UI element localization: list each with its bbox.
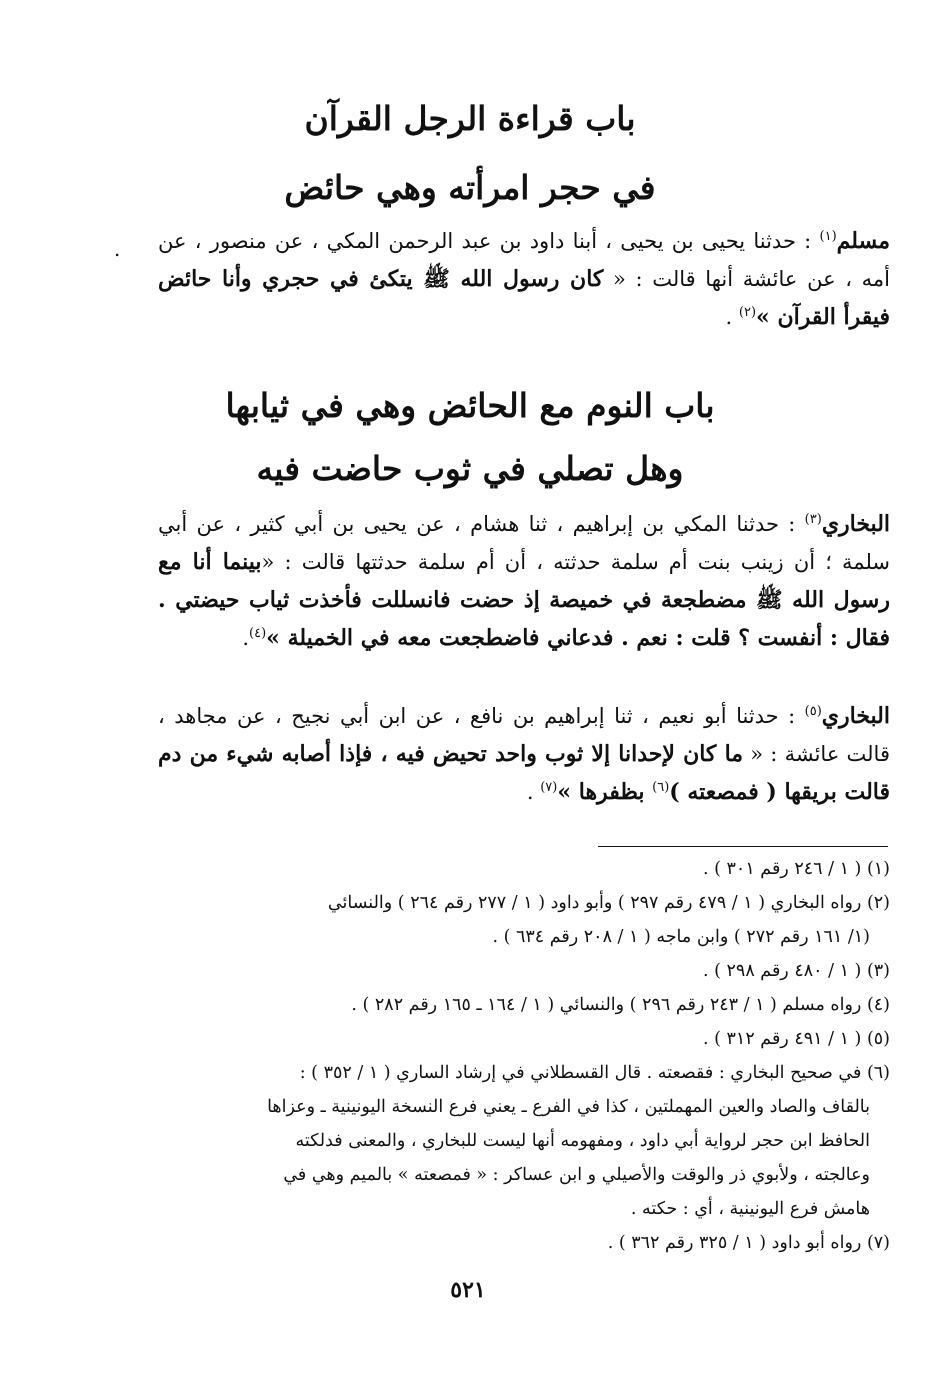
footnote-text: وعالجته ، ولأبوي ذر والوقت والأصيلي و ابن عساكر : « فمصعته » بالميم وهي في [283, 1165, 870, 1185]
hadith-paragraph-3 [158, 697, 890, 811]
isnad-text: : حدثنا أبو نعيم ، ثنا إبراهيم بن نافع ، عن ابن أبي نجيح ، عن مجاهد ، قالت عائشة : « [158, 704, 890, 766]
quote-close: » [266, 625, 288, 651]
source-name: البخاري [821, 511, 891, 537]
footnote-3 [158, 954, 890, 988]
footnote-text: الحافظ ابن حجر لرواية أبي داود ، ومفهومه أنها ليست للبخاري ، والمعنى فدلكته [295, 1131, 870, 1151]
footnote-number: (٢) [866, 893, 890, 913]
footnote-text: رواه أبو داود ( ١ / ٣٢٥ رقم ٣٦٢ ) . [607, 1233, 862, 1253]
hadith-quote: كان رسول الله ﷺ يتكئ في حجري وأنا حائض فيقرأ القرآن [158, 266, 890, 330]
footnote-text: ( ١ / ٤٨٠ رقم ٢٩٨ ) . [703, 961, 862, 981]
footnote-ref: (٢) [738, 305, 757, 320]
footnote-ref: (٣) [804, 512, 822, 527]
footnote-7 [158, 1226, 890, 1260]
footnote-number: (٤) [866, 995, 890, 1015]
footnote-text: رواه البخاري ( ١ / ٤٧٩ رقم ٢٩٧ ) وأبو داود ( ١ / ٢٧٧ رقم ٢٦٤ ) والنسائي [327, 893, 862, 913]
chapter-heading-1-line2: في حجر امرأته وهي حائض [284, 168, 656, 207]
quote-close: » [557, 779, 579, 805]
source-name: البخاري [821, 703, 890, 729]
footnote-ref: (٧) [540, 780, 558, 795]
source-name: مسلم [836, 228, 890, 254]
footnote-text: رواه مسلم ( ١ / ٢٤٣ رقم ٢٩٦ ) والنسائي ( ١ / ١٦٤ ـ ١٦٥ رقم ٢٨٢ ) . [351, 995, 862, 1015]
hadith-paragraph-1 [158, 222, 890, 336]
footnote-number: (٦) [866, 1063, 890, 1083]
footnote-number: (٥) [866, 1029, 890, 1049]
chapter-heading-2-line1: باب النوم مع الحائض وهي في ثيابها [225, 386, 715, 425]
footnote-text: (١/ ١٦١ رقم ٢٧٢ ) وابن ماجه ( ١ / ٢٠٨ رقم ٦٣٤ ) . [492, 927, 870, 947]
footnote-ref: (٦) [652, 780, 670, 795]
sentence-end: . [242, 626, 250, 650]
footnote-4 [158, 988, 890, 1022]
footnote-2 [158, 886, 890, 954]
footnote-number: (٧) [866, 1233, 890, 1253]
isnad-text: : حدثنا المكي بن إبراهيم ، ثنا هشام ، عن يحيى بن أبي كثير ، عن أبي سلمة ؛ أن زينب بنت أم سلمة حدثته ، أن أم سلمة حدثتها قالت : « [158, 512, 890, 574]
footnote-5 [158, 1022, 890, 1056]
footnote-number: (٣) [866, 961, 890, 981]
quote-close: » [756, 304, 778, 330]
sentence-end: . [725, 305, 739, 329]
hadith-quote-cont: بظفرها [578, 779, 653, 805]
footnote-divider [598, 846, 888, 847]
footnote-text: هامش فرع اليونينية ، أي : حكته . [630, 1199, 870, 1219]
footnote-ref: (٥) [804, 704, 822, 719]
footnote-number: (١) [866, 859, 890, 879]
hadith-quote: بينما أنا مع رسول الله ﷺ مضطجعة في خميصة إذ حضت فانسللت فأخذت ثياب حيضتي . فقال : أنفست ؟ قلت : نعم . فدعاني فاضطجعت معه في الخميلة [158, 549, 890, 651]
margin-mark: . [114, 237, 121, 261]
footnote-text: ( ١ / ٢٤٦ رقم ٣٠١ ) . [703, 859, 862, 879]
footnote-text: ( ١ / ٤٩١ رقم ٣١٢ ) . [703, 1029, 862, 1049]
isnad-text: : حدثنا يحيى بن يحيى ، أبنا داود بن عبد الرحمن المكي ، عن منصور ، عن أمه ، عن عائشة أنها قالت : « [158, 229, 890, 291]
footnote-ref: (١) [819, 229, 837, 244]
chapter-heading-1-line1: باب قراءة الرجل القرآن [304, 99, 636, 138]
sentence-end: . [526, 780, 541, 804]
footnote-1 [158, 852, 890, 886]
hadith-paragraph-2 [158, 505, 890, 657]
footnote-text: بالقاف والصاد والعين المهملتين ، كذا في الفرع ـ يعني فرع النسخة اليونينية ـ وعزاها [267, 1097, 870, 1117]
footnotes [158, 852, 890, 1260]
footnote-6 [158, 1056, 890, 1226]
footnote-text: في صحيح البخاري : فقصعته . قال القسطلاني في إرشاد الساري ( ١ / ٣٥٢ ) : [299, 1063, 862, 1083]
footnote-ref: (٤) [249, 626, 267, 641]
hadith-quote: ما كان لإحدانا إلا ثوب واحد تحيض فيه ، فإذا أصابه شيء من دم قالت بريقها ( فمصعته ) [158, 741, 890, 805]
chapter-heading-2-line2: وهل تصلي في ثوب حاضت فيه [256, 449, 684, 488]
page-number: ٥٢١ [450, 1277, 486, 1303]
